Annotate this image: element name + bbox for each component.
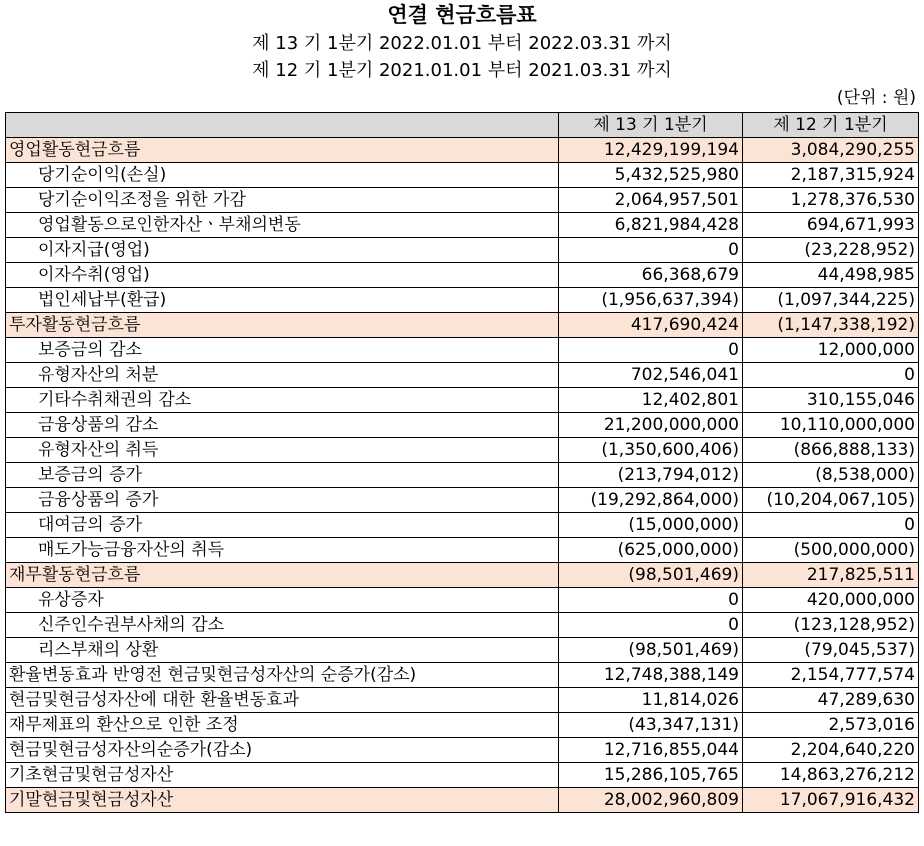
row-value-prior: 2,204,640,220 (743, 738, 919, 763)
row-value-prior: 1,278,376,530 (743, 188, 919, 213)
row-value-prior: 420,000,000 (743, 588, 919, 613)
table-row (6, 713, 919, 738)
row-value-current: 28,002,960,809 (559, 788, 743, 813)
report-title: 연결 현금흐름표 (387, 3, 537, 27)
row-value-prior: 0 (743, 363, 919, 388)
table-row (6, 563, 919, 588)
table-row (6, 363, 919, 388)
table-row (6, 738, 919, 763)
row-value-prior: (500,000,000) (743, 538, 919, 563)
row-label: 매도가능금융자산의 취득 (6, 538, 559, 563)
row-value-current: 66,368,679 (559, 263, 743, 288)
table-row (6, 613, 919, 638)
row-value-prior: 47,289,630 (743, 688, 919, 713)
row-value-current: 0 (559, 238, 743, 263)
row-label: 당기순이익(손실) (6, 163, 559, 188)
row-value-prior: (1,147,338,192) (743, 313, 919, 338)
row-value-prior: (866,888,133) (743, 438, 919, 463)
row-label: 재무활동현금흐름 (6, 563, 559, 588)
row-value-current: 12,429,199,194 (559, 138, 743, 163)
table-row (6, 488, 919, 513)
row-label: 현금및현금성자산에 대한 환율변동효과 (6, 688, 559, 713)
row-value-prior: (79,045,537) (743, 638, 919, 663)
row-value-prior: (10,204,067,105) (743, 488, 919, 513)
row-value-prior: 2,154,777,574 (743, 663, 919, 688)
row-value-current: (43,347,131) (559, 713, 743, 738)
row-label: 유형자산의 처분 (6, 363, 559, 388)
row-value-prior: 12,000,000 (743, 338, 919, 363)
row-label: 이자수취(영업) (6, 263, 559, 288)
table-header-row (6, 113, 919, 138)
table-row (6, 588, 919, 613)
row-value-prior: 10,110,000,000 (743, 413, 919, 438)
row-label: 리스부채의 상환 (6, 638, 559, 663)
row-value-prior: (1,097,344,225) (743, 288, 919, 313)
row-label: 영업활동으로인한자산ㆍ부채의변동 (6, 213, 559, 238)
column-header-prior: 제 12 기 1분기 (743, 113, 919, 138)
row-value-current: 15,286,105,765 (559, 763, 743, 788)
row-value-current: 417,690,424 (559, 313, 743, 338)
table-row (6, 288, 919, 313)
row-value-current: (1,350,600,406) (559, 438, 743, 463)
row-value-current: (15,000,000) (559, 513, 743, 538)
table-row (6, 663, 919, 688)
row-label: 금융상품의 증가 (6, 488, 559, 513)
row-value-prior: 0 (743, 513, 919, 538)
row-value-current: (213,794,012) (559, 463, 743, 488)
row-label: 기초현금및현금성자산 (6, 763, 559, 788)
row-label: 재무제표의 환산으로 인한 조정 (6, 713, 559, 738)
row-value-current: 21,200,000,000 (559, 413, 743, 438)
column-header-label (6, 113, 559, 138)
row-value-current: (98,501,469) (559, 563, 743, 588)
table-row (6, 438, 919, 463)
row-value-prior: 694,671,993 (743, 213, 919, 238)
row-value-current: 5,432,525,980 (559, 163, 743, 188)
column-header-current: 제 13 기 1분기 (559, 113, 743, 138)
row-value-prior: (23,228,952) (743, 238, 919, 263)
row-value-prior: 310,155,046 (743, 388, 919, 413)
row-value-prior: 217,825,511 (743, 563, 919, 588)
table-row (6, 138, 919, 163)
row-label: 보증금의 감소 (6, 338, 559, 363)
table-row (6, 463, 919, 488)
row-label: 대여금의 증가 (6, 513, 559, 538)
table-row (6, 513, 919, 538)
table-row (6, 213, 919, 238)
row-label: 기타수취채권의 감소 (6, 388, 559, 413)
row-label: 이자지급(영업) (6, 238, 559, 263)
row-value-current: 12,748,388,149 (559, 663, 743, 688)
row-value-current: 12,402,801 (559, 388, 743, 413)
table-row (6, 788, 919, 813)
row-label: 환율변동효과 반영전 현금및현금성자산의 순증가(감소) (6, 663, 559, 688)
row-value-current: 702,546,041 (559, 363, 743, 388)
row-value-current: 12,716,855,044 (559, 738, 743, 763)
row-label: 투자활동현금흐름 (6, 313, 559, 338)
table-row (6, 763, 919, 788)
row-value-prior: 3,084,290,255 (743, 138, 919, 163)
row-value-current: 0 (559, 588, 743, 613)
row-value-current: 0 (559, 613, 743, 638)
row-value-prior: 14,863,276,212 (743, 763, 919, 788)
table-row (6, 638, 919, 663)
table-row (6, 263, 919, 288)
row-label: 유상증자 (6, 588, 559, 613)
row-value-current: 0 (559, 338, 743, 363)
row-label: 법인세납부(환급) (6, 288, 559, 313)
row-value-current: 11,814,026 (559, 688, 743, 713)
row-label: 금융상품의 감소 (6, 413, 559, 438)
row-label: 영업활동현금흐름 (6, 138, 559, 163)
table-row (6, 238, 919, 263)
row-value-prior: 17,067,916,432 (743, 788, 919, 813)
period-prior: 제 12 기 1분기 2021.01.01 부터 2021.03.31 까지 (252, 60, 672, 81)
row-value-prior: (123,128,952) (743, 613, 919, 638)
table-row (6, 338, 919, 363)
row-label: 신주인수권부사채의 감소 (6, 613, 559, 638)
row-value-current: 2,064,957,501 (559, 188, 743, 213)
row-value-current: (98,501,469) (559, 638, 743, 663)
row-value-current: (625,000,000) (559, 538, 743, 563)
row-label: 유형자산의 취득 (6, 438, 559, 463)
table-row (6, 388, 919, 413)
row-value-current: 6,821,984,428 (559, 213, 743, 238)
row-value-prior: 2,573,016 (743, 713, 919, 738)
row-label: 기말현금및현금성자산 (6, 788, 559, 813)
row-value-current: (1,956,637,394) (559, 288, 743, 313)
table-row (6, 413, 919, 438)
row-label: 보증금의 증가 (6, 463, 559, 488)
table-row (6, 688, 919, 713)
row-value-prior: 44,498,985 (743, 263, 919, 288)
cash-flow-table (5, 112, 919, 813)
row-value-prior: 2,187,315,924 (743, 163, 919, 188)
row-label: 현금및현금성자산의순증가(감소) (6, 738, 559, 763)
table-row (6, 188, 919, 213)
row-value-current: (19,292,864,000) (559, 488, 743, 513)
table-row (6, 313, 919, 338)
table-row (6, 538, 919, 563)
period-current: 제 13 기 1분기 2022.01.01 부터 2022.03.31 까지 (252, 33, 672, 54)
row-label: 당기순이익조정을 위한 가감 (6, 188, 559, 213)
unit-label: (단위 : 원) (836, 88, 916, 108)
table-row (6, 163, 919, 188)
row-value-prior: (8,538,000) (743, 463, 919, 488)
